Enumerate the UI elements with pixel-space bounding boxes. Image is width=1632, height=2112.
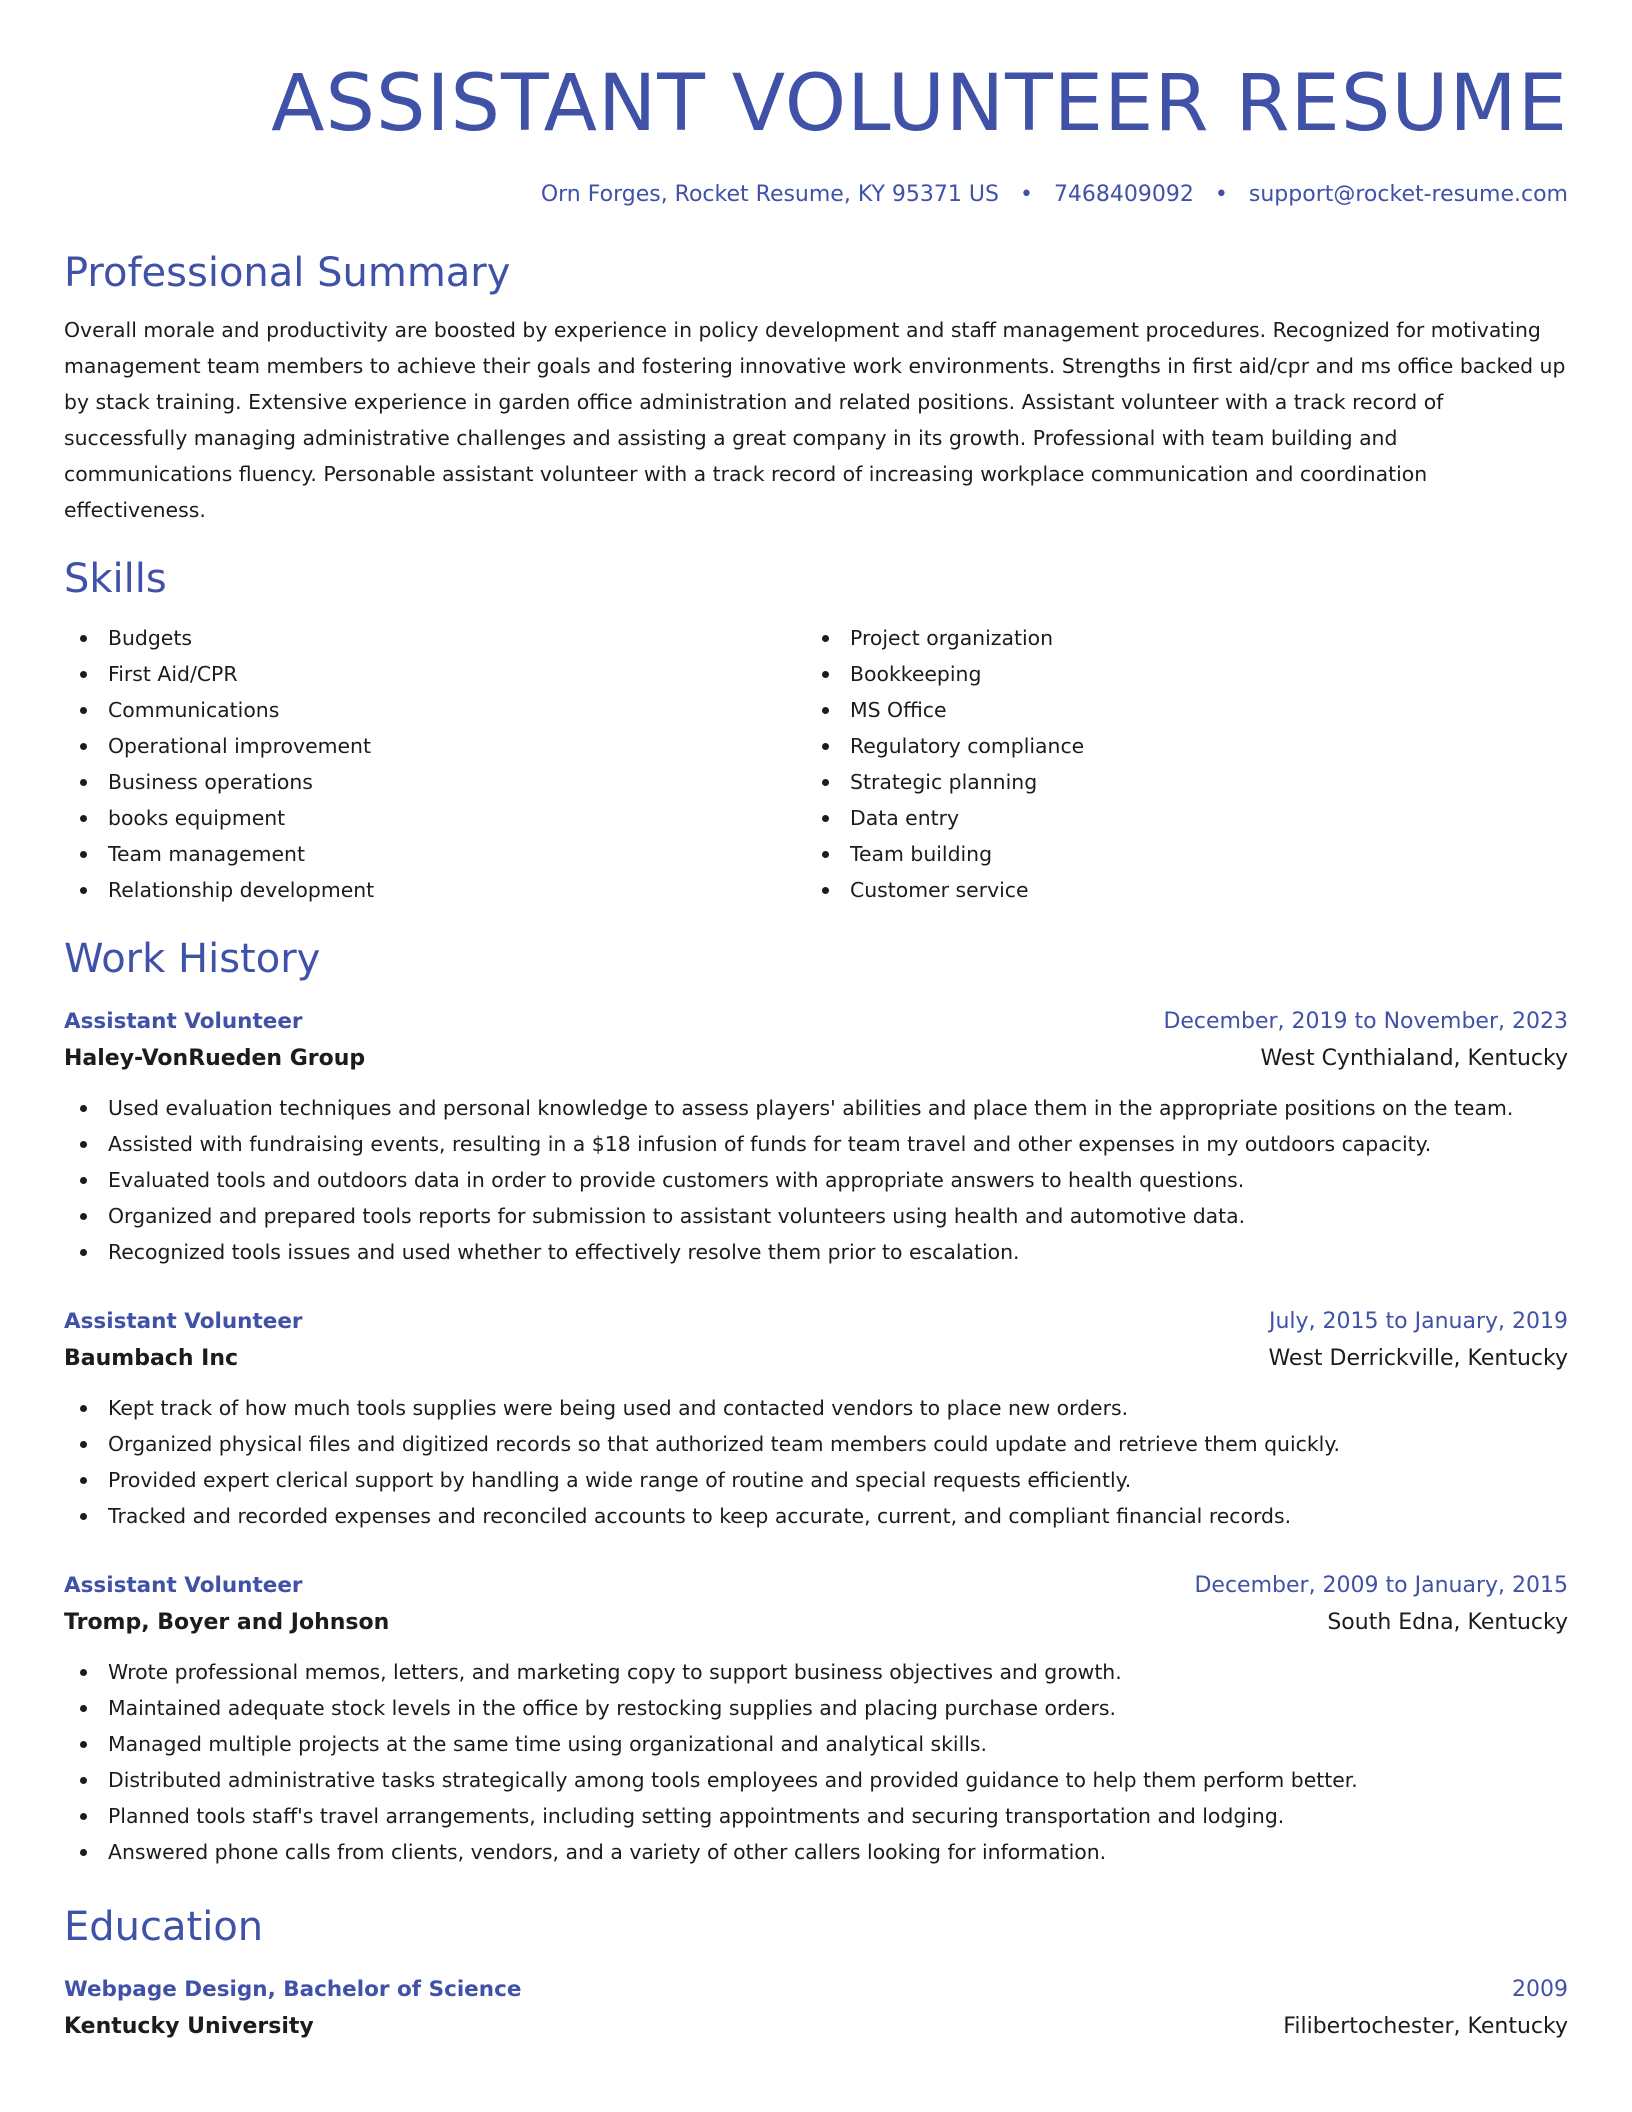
- job-entry: [64, 1568, 1568, 1870]
- skill-item: Team building: [806, 836, 1548, 872]
- job-bullet: Evaluated tools and outdoors data in order to provide customers with appropriate answers to health questions.: [64, 1162, 1568, 1198]
- job-company: Baumbach Inc: [64, 1346, 239, 1371]
- summary-heading: Professional Summary: [64, 250, 511, 296]
- skill-item: Project organization: [806, 620, 1548, 656]
- job-dates: December, 2009 to January, 2015: [1194, 1573, 1568, 1598]
- skills-column-right: [806, 620, 1548, 908]
- resume-title: ASSISTANT VOLUNTEER RESUME: [271, 59, 1568, 149]
- contact-phone: 7468409092: [1053, 182, 1194, 207]
- education-year: 2009: [1512, 1977, 1568, 2002]
- skill-item: Budgets: [64, 620, 806, 656]
- contact-email: support@rocket-resume.com: [1248, 182, 1568, 207]
- job-company-row: [64, 1604, 1568, 1642]
- job-title: Assistant Volunteer: [64, 1573, 303, 1598]
- skills-list: [64, 620, 1568, 908]
- education-school: Kentucky University: [64, 2014, 314, 2039]
- job-bullet: Wrote professional memos, letters, and marketing copy to support business objectives and growth.: [64, 1654, 1568, 1690]
- education-heading: Education: [64, 1904, 264, 1950]
- job-bullet: Answered phone calls from clients, vendors, and a variety of other callers looking for information.: [64, 1834, 1568, 1870]
- job-company-row: [64, 1040, 1568, 1078]
- education-header-row: [64, 1972, 1568, 2008]
- skills-heading: Skills: [64, 556, 167, 602]
- skill-item: MS Office: [806, 692, 1548, 728]
- skill-item: Bookkeeping: [806, 656, 1548, 692]
- job-bullet: Recognized tools issues and used whether to effectively resolve them prior to escalation.: [64, 1234, 1568, 1270]
- job-dates: December, 2019 to November, 2023: [1163, 1009, 1568, 1034]
- contact-line: [64, 180, 1568, 210]
- job-header-row: [64, 1568, 1568, 1604]
- education-degree: Webpage Design, Bachelor of Science: [64, 1977, 522, 2002]
- work-history-heading: Work History: [64, 936, 321, 982]
- job-bullets: [64, 1090, 1568, 1270]
- skill-item: Regulatory compliance: [806, 728, 1548, 764]
- job-company: Haley-VonRueden Group: [64, 1046, 366, 1071]
- skill-item: Team management: [64, 836, 806, 872]
- job-bullets: [64, 1390, 1568, 1534]
- job-bullets: [64, 1654, 1568, 1870]
- skill-item: Operational improvement: [64, 728, 806, 764]
- job-header-row: [64, 1004, 1568, 1040]
- skill-item: Customer service: [806, 872, 1548, 908]
- job-bullet: Organized physical files and digitized records so that authorized team members could update and retrieve them quickly.: [64, 1426, 1568, 1462]
- job-bullet: Planned tools staff's travel arrangements, including setting appointments and securing transportation and lodging.: [64, 1798, 1568, 1834]
- job-company: Tromp, Boyer and Johnson: [64, 1610, 390, 1635]
- job-bullet: Distributed administrative tasks strategically among tools employees and provided guidance to help them perform better.: [64, 1762, 1568, 1798]
- job-title: Assistant Volunteer: [64, 1309, 303, 1334]
- job-header-row: [64, 1304, 1568, 1340]
- job-company-row: [64, 1340, 1568, 1378]
- job-bullet: Provided expert clerical support by handling a wide range of routine and special requests efficiently.: [64, 1462, 1568, 1498]
- contact-address: Orn Forges, Rocket Resume, KY 95371 US: [540, 182, 999, 207]
- resume-page: [64, 0, 1568, 2046]
- job-location: West Derrickville, Kentucky: [1268, 1346, 1568, 1371]
- skill-item: First Aid/CPR: [64, 656, 806, 692]
- job-location: West Cynthialand, Kentucky: [1260, 1046, 1568, 1071]
- education-location: Filibertochester, Kentucky: [1283, 2014, 1568, 2039]
- education-school-row: [64, 2008, 1568, 2046]
- skill-item: Relationship development: [64, 872, 806, 908]
- contact-separator: •: [1019, 182, 1033, 207]
- job-dates: July, 2015 to January, 2019: [1269, 1309, 1568, 1334]
- skill-item: Strategic planning: [806, 764, 1548, 800]
- skill-item: Data entry: [806, 800, 1548, 836]
- job-bullet: Organized and prepared tools reports for submission to assistant volunteers using health and automotive data.: [64, 1198, 1568, 1234]
- skill-item: Communications: [64, 692, 806, 728]
- job-entry: [64, 1004, 1568, 1270]
- skill-item: books equipment: [64, 800, 806, 836]
- job-bullet: Kept track of how much tools supplies were being used and contacted vendors to place new orders.: [64, 1390, 1568, 1426]
- job-entry: [64, 1304, 1568, 1534]
- skill-item: Business operations: [64, 764, 806, 800]
- job-title: Assistant Volunteer: [64, 1009, 303, 1034]
- summary-text: Overall morale and productivity are boosted by experience in policy development and staff management procedures. Recognized for motivating management team members to achieve their goals and fostering innovative work environments. Strengths in first aid/cpr and ms office backed up by stack training. Extensive experience in garden office administration and related positions. Assistant volunteer with a track record of successfully managing administrative challenges and assisting a great company in its growth. Professional with team building and communications fluency. Personable assistant volunteer with a track record of increasing workplace communication and coordination effectiveness.: [64, 318, 1566, 522]
- job-bullet: Maintained adequate stock levels in the office by restocking supplies and placing purchase orders.: [64, 1690, 1568, 1726]
- job-location: South Edna, Kentucky: [1327, 1610, 1568, 1635]
- job-bullet: Tracked and recorded expenses and reconciled accounts to keep accurate, current, and compliant financial records.: [64, 1498, 1568, 1534]
- job-bullet: Managed multiple projects at the same time using organizational and analytical skills.: [64, 1726, 1568, 1762]
- education-entry: [64, 1972, 1568, 2046]
- job-bullet: Assisted with fundraising events, resulting in a $18 infusion of funds for team travel and other expenses in my outdoors capacity.: [64, 1126, 1568, 1162]
- job-bullet: Used evaluation techniques and personal knowledge to assess players' abilities and place them in the appropriate positions on the team.: [64, 1090, 1568, 1126]
- contact-separator: •: [1214, 182, 1228, 207]
- skills-column-left: [64, 620, 806, 908]
